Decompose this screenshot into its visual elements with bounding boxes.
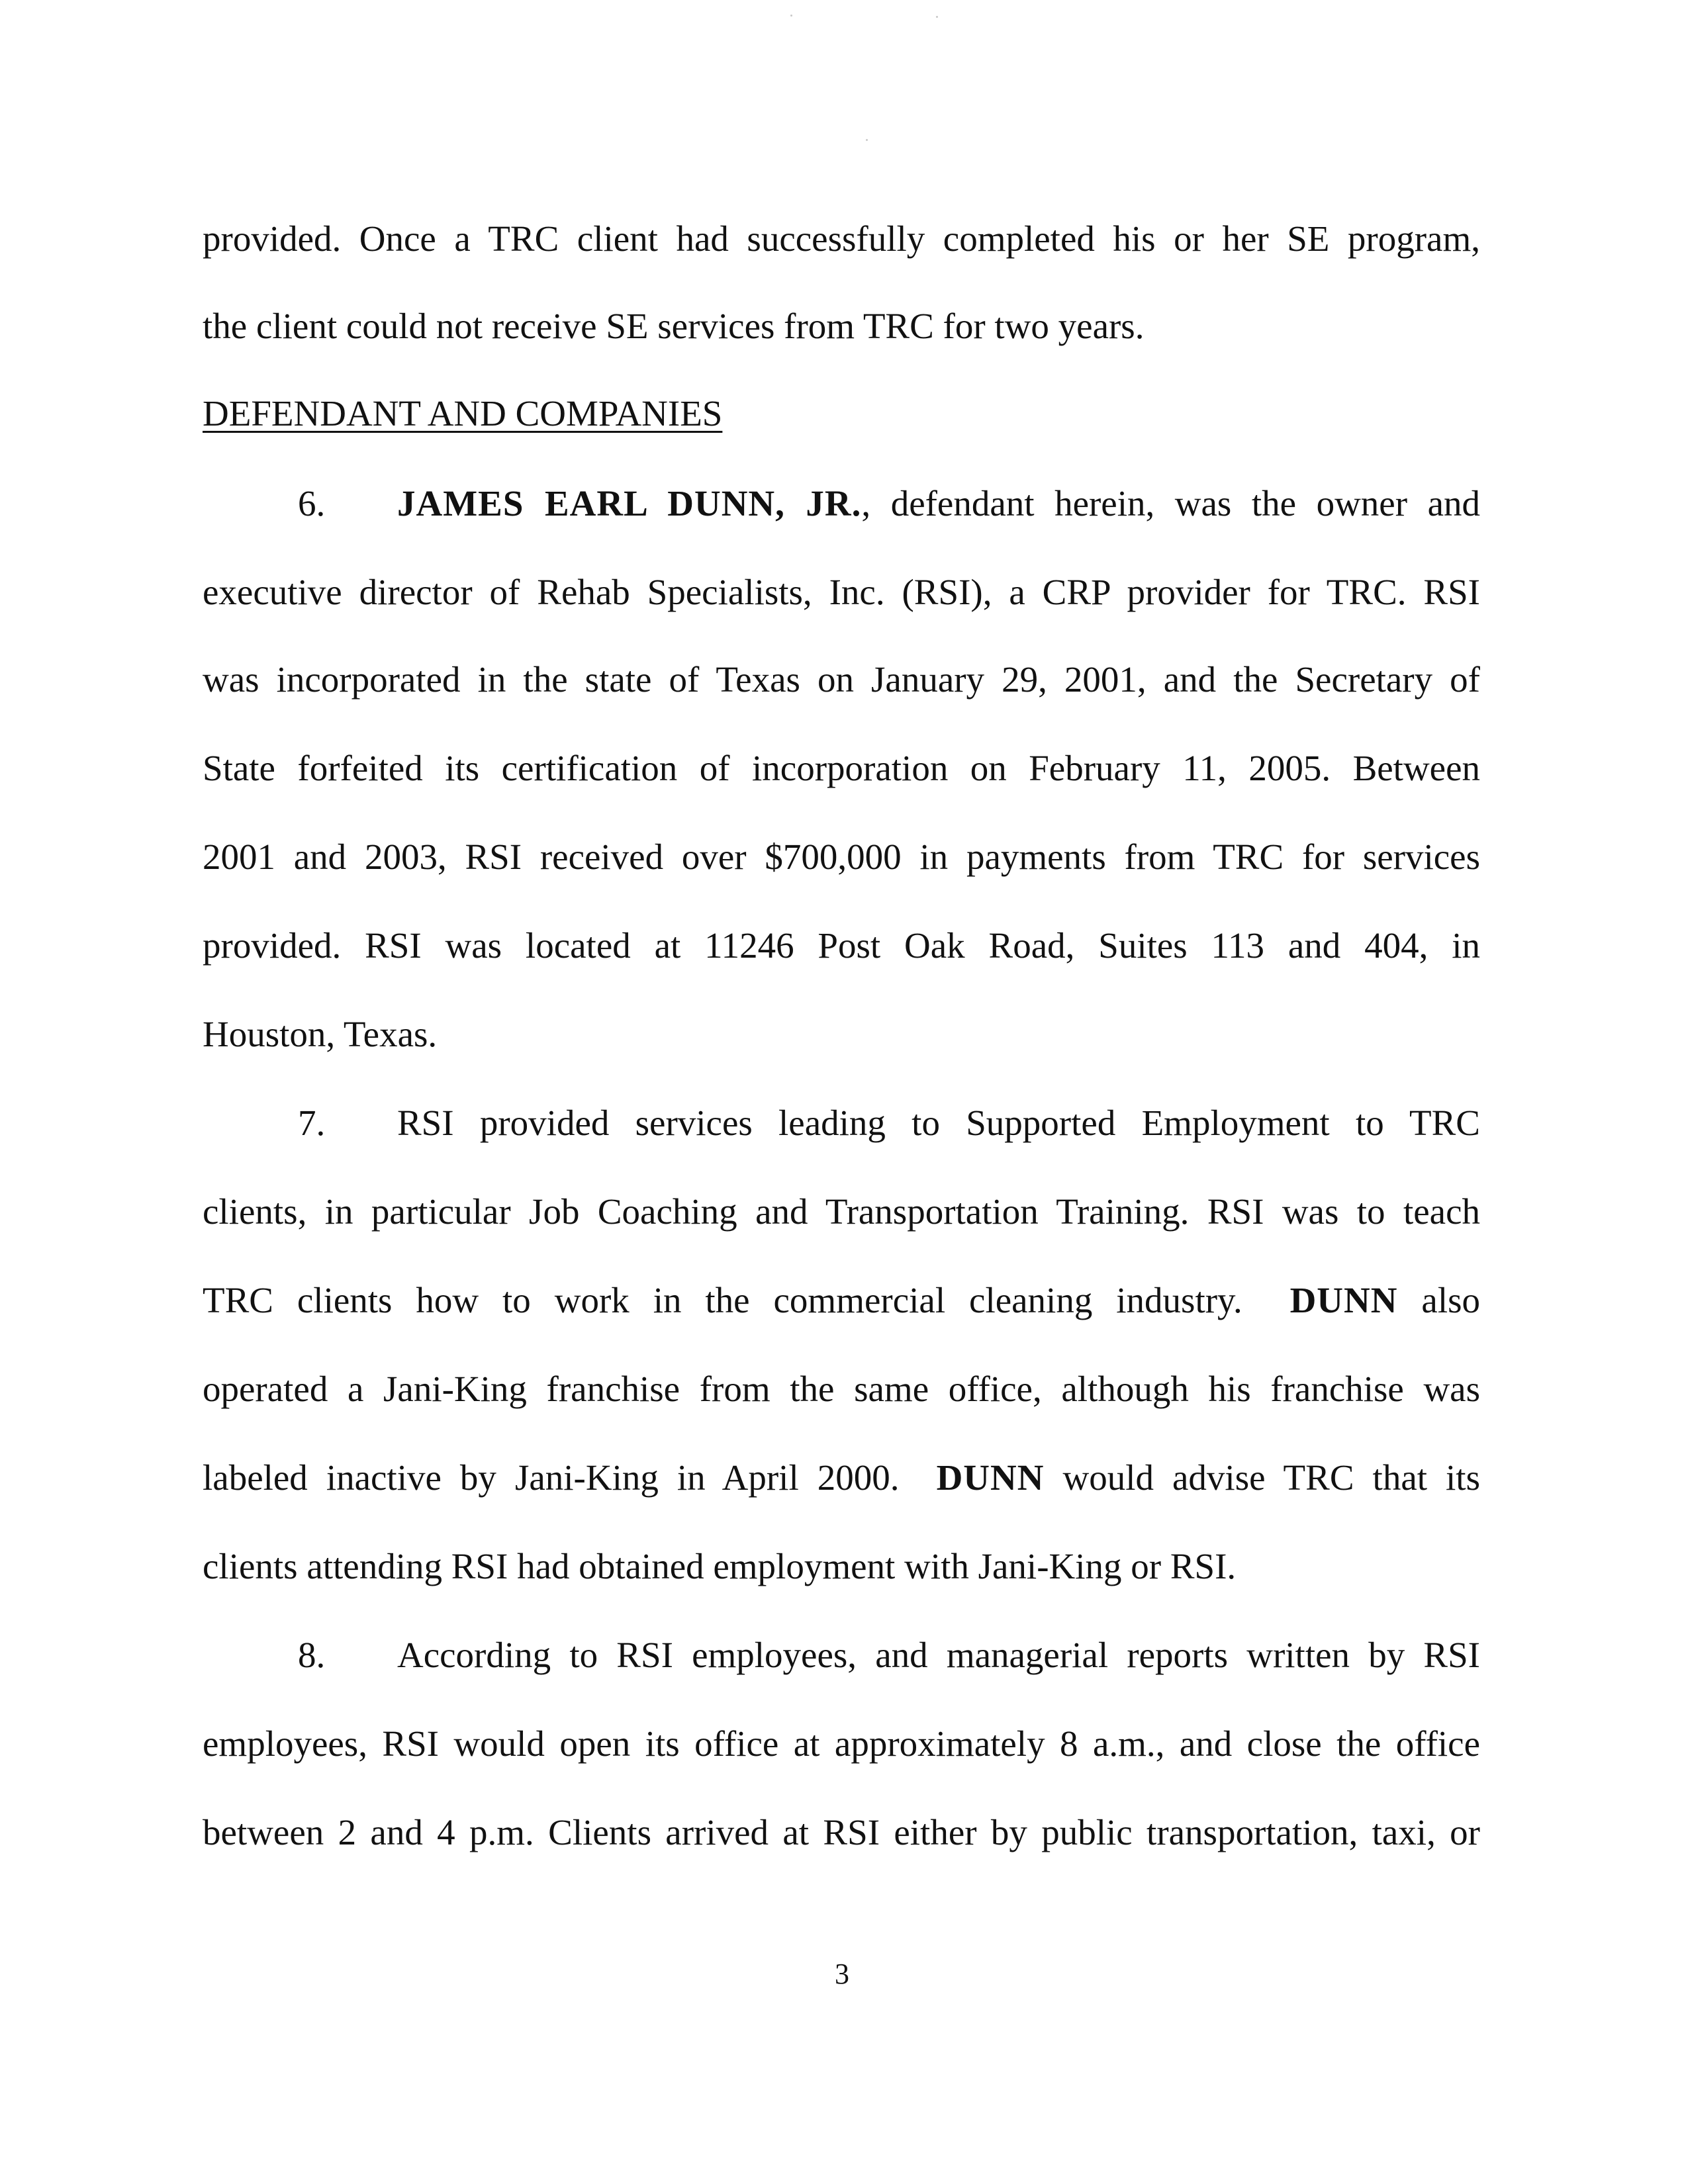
para-8-line-1: 8. According to RSI employees, and managerial reports written by RSI <box>298 1633 1480 1677</box>
section-heading: DEFENDANT AND COMPANIES <box>203 393 723 433</box>
scan-speck <box>936 16 938 18</box>
para-6-line-1: 6. JAMES EARL DUNN, JR., defendant herein, was the owner and <box>298 482 1480 525</box>
para-6-line-2: executive director of Rehab Specialists, Inc. (RSI), a CRP provider for TRC. RSI <box>203 572 1480 612</box>
para-6-line-4: State forfeited its certification of incorporation on February 11, 2005. Between <box>203 748 1480 788</box>
para-5-line-2: the client could not receive SE services from TRC for two years. <box>203 306 1145 346</box>
scan-speck <box>790 15 792 17</box>
para-7-line-6: clients attending RSI had obtained employment with Jani-King or RSI. <box>203 1546 1237 1586</box>
para-6-line-3: was incorporated in the state of Texas on January 29, 2001, and the Secretary of <box>203 659 1480 700</box>
para-7-line-2: clients, in particular Job Coaching and Transportation Training. RSI was to teach <box>203 1191 1480 1232</box>
para-7-line-1: 7. RSI provided services leading to Supported Employment to TRC <box>298 1101 1480 1145</box>
para-7-line-3: TRC clients how to work in the commercial cleaning industry. DUNN also <box>203 1280 1481 1320</box>
para-7-number: 7. <box>298 1103 326 1143</box>
page-number: 3 <box>835 1958 849 1990</box>
para-6-line-6: provided. RSI was located at 11246 Post Oak Road, Suites 113 and 404, in <box>203 925 1480 966</box>
para-5-line-1: provided. Once a TRC client had successfully completed his or her SE program, <box>203 218 1480 259</box>
para-7-line-4: operated a Jani-King franchise from the same office, although his franchise was <box>203 1369 1480 1409</box>
para-6-number: 6. <box>298 483 326 523</box>
para-6-line-7: Houston, Texas. <box>203 1014 438 1054</box>
para-6-line-5: 2001 and 2003, RSI received over $700,000 in payments from TRC for services <box>203 837 1480 877</box>
para-8-line-3: between 2 and 4 p.m. Clients arrived at RSI either by public transportation, taxi, or <box>203 1812 1480 1852</box>
defendant-name: JAMES EARL DUNN, JR. <box>397 483 862 523</box>
para-8-number: 8. <box>298 1635 326 1675</box>
scan-speck <box>866 139 868 141</box>
para-7-line-5: labeled inactive by Jani-King in April 2000. DUNN would advise TRC that its <box>203 1457 1480 1498</box>
para-8-line-2: employees, RSI would open its office at approximately 8 a.m., and close the office <box>203 1723 1480 1764</box>
